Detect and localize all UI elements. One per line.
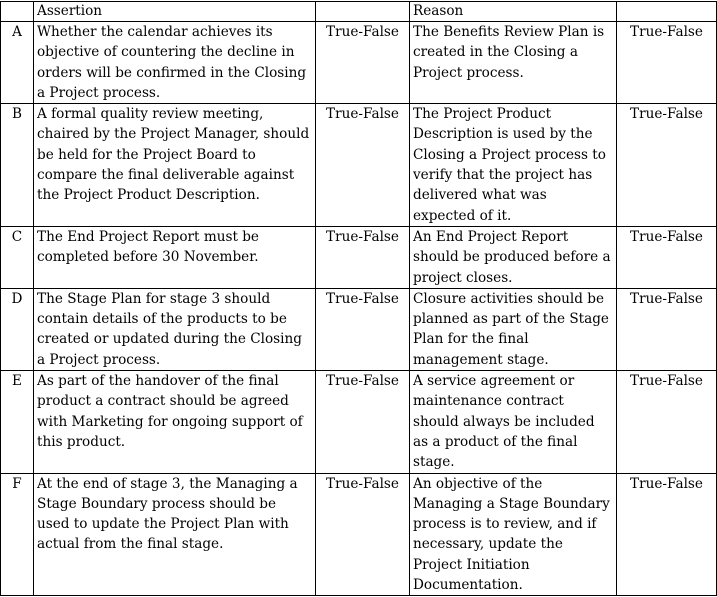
table-row	[1, 226, 717, 288]
table-row	[1, 288, 717, 370]
assertion-true-false: True-False	[316, 473, 410, 596]
header-row	[1, 2, 717, 22]
assertion-true-false: True-False	[316, 104, 410, 227]
header-assertion: Assertion	[34, 2, 316, 22]
assertion-text: A formal quality review meeting, chaired by the Project Manager, should be held for the Project Board to compare the final deliverable against the Project Product Description.	[34, 104, 316, 227]
reason-true-false: True-False	[617, 371, 717, 473]
table-row	[1, 473, 717, 596]
table-row	[1, 22, 717, 104]
assertion-text: The Stage Plan for stage 3 should contain details of the products to be created or updated during the Closing a Project process.	[34, 288, 316, 370]
row-letter: B	[1, 104, 34, 227]
header-assertion-tf	[316, 2, 410, 22]
reason-true-false: True-False	[617, 473, 717, 596]
reason-text: An End Project Report should be produced before a project closes.	[410, 226, 617, 288]
reason-text: The Benefits Review Plan is created in the Closing a Project process.	[410, 22, 617, 104]
row-letter: A	[1, 22, 34, 104]
row-letter: C	[1, 226, 34, 288]
table-row	[1, 371, 717, 473]
header-reason: Reason	[410, 2, 617, 22]
reason-true-false: True-False	[617, 22, 717, 104]
assertion-text: At the end of stage 3, the Managing a Stage Boundary process should be used to update the Project Plan with actual from the final stage.	[34, 473, 316, 596]
row-letter: E	[1, 371, 34, 473]
assertion-true-false: True-False	[316, 371, 410, 473]
assertion-true-false: True-False	[316, 226, 410, 288]
table-row	[1, 104, 717, 227]
assertion-text: Whether the calendar achieves its objective of countering the decline in orders will be confirmed in the Closing a Project process.	[34, 22, 316, 104]
row-letter: F	[1, 473, 34, 596]
reason-true-false: True-False	[617, 288, 717, 370]
assertion-text: As part of the handover of the final product a contract should be agreed with Marketing for ongoing support of this product.	[34, 371, 316, 473]
assertion-true-false: True-False	[316, 22, 410, 104]
reason-true-false: True-False	[617, 226, 717, 288]
reason-text: A service agreement or maintenance contract should always be included as a product of the final stage.	[410, 371, 617, 473]
reason-text: The Project Product Description is used by the Closing a Project process to verify that the project has delivered what was expected of it.	[410, 104, 617, 227]
header-letter	[1, 2, 34, 22]
row-letter: D	[1, 288, 34, 370]
reason-text: Closure activities should be planned as part of the Stage Plan for the final management stage.	[410, 288, 617, 370]
reason-true-false: True-False	[617, 104, 717, 227]
reason-text: An objective of the Managing a Stage Boundary process is to review, and if necessary, update the Project Initiation Documentation.	[410, 473, 617, 596]
header-reason-tf	[617, 2, 717, 22]
assertion-text: The End Project Report must be completed before 30 November.	[34, 226, 316, 288]
assertion-true-false: True-False	[316, 288, 410, 370]
assertion-reason-table	[0, 1, 717, 596]
